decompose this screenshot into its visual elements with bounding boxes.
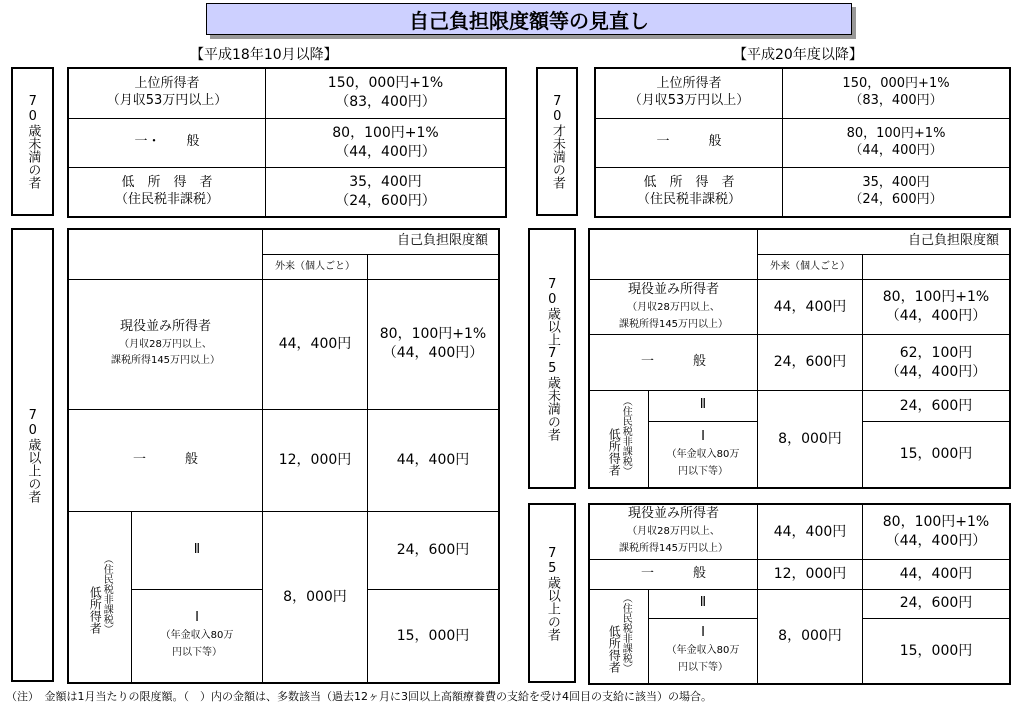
cell-high-value: 150，000円+1% （83，400円） xyxy=(266,68,507,118)
cell-low-income: 低 所 得 者 （住民税非課税） xyxy=(595,167,783,217)
cell-general: 一 般 xyxy=(595,118,783,167)
cell-low-1-limit: 15，000円 xyxy=(863,421,1011,488)
cell-general: 一 般 xyxy=(589,559,758,589)
cell-low-income: 低所得者（住民税非課税） xyxy=(589,589,649,684)
table-over75 xyxy=(588,503,1011,685)
cell-active-outpatient: 44，400円 xyxy=(758,504,863,559)
cell-general-value: 80，100円+1% （44，400円） xyxy=(783,118,1011,167)
cell-active-outpatient: 44，400円 xyxy=(758,279,863,334)
header-outpatient: 外来（個人ごと） xyxy=(263,254,368,279)
cell-general-limit: 44，400円 xyxy=(368,409,500,511)
cell-active-limit: 80，100円+1% （44，400円） xyxy=(368,279,500,409)
cell-low-2: Ⅱ xyxy=(649,589,758,618)
cell-general: 一・ 般 xyxy=(68,118,266,167)
header-blank xyxy=(68,229,263,279)
cell-active-limit: 80，100円+1% （44，400円） xyxy=(863,279,1011,334)
cell-active-income: 現役並み所得者 （月収28万円以上、 課税所得145万円以上） xyxy=(589,279,758,334)
header-outpatient: 外来（個人ごと） xyxy=(758,254,863,279)
cell-low-2: Ⅱ xyxy=(649,390,758,421)
cell-low-value: 35，400円 （24，600円） xyxy=(266,167,507,217)
cell-general-limit: 44，400円 xyxy=(863,559,1011,589)
header-limit: 自己負担限度額 xyxy=(263,229,500,254)
cell-low-income: 低所得者（住民税非課税） xyxy=(68,511,132,683)
age-label-70-75: 70歳以上75歳未満の者 xyxy=(528,228,576,489)
cell-low-value: 35，400円 （24，600円） xyxy=(783,167,1011,217)
cell-active-limit: 80，100円+1% （44，400円） xyxy=(863,504,1011,559)
cell-high-income: 上位所得者 （月収53万円以上） xyxy=(68,68,266,118)
cell-general-outpatient: 12，000円 xyxy=(758,559,863,589)
cell-active-outpatient: 44，400円 xyxy=(263,279,368,409)
cell-general-outpatient: 12，000円 xyxy=(263,409,368,511)
age-label-over75: 75歳以上の者 xyxy=(528,503,576,683)
cell-low-1: Ⅰ （年金収入80万 円以下等） xyxy=(649,421,758,488)
cell-low-1: Ⅰ （年金収入80万 円以下等） xyxy=(132,589,263,683)
cell-low-income: 低 所 得 者 （住民税非課税） xyxy=(68,167,266,217)
age-label-under70: 70歳未満の者 xyxy=(11,67,54,216)
cell-general: 一 般 xyxy=(589,335,758,390)
table-70-75 xyxy=(588,228,1011,489)
header-limit: 自己負担限度額 xyxy=(758,229,1011,254)
cell-general-limit: 62，100円 （44，400円） xyxy=(863,335,1011,390)
age-label-under70-right: 70才未満の者 xyxy=(536,67,578,216)
table-under70-right xyxy=(594,67,1011,218)
cell-low-2-limit: 24，600円 xyxy=(368,511,500,589)
cell-general: 一 般 xyxy=(68,409,263,511)
cell-low-1: Ⅰ （年金収入80万 円以下等） xyxy=(649,618,758,684)
period-right: 【平成20年度以降】 xyxy=(733,47,863,63)
age-label-over70: 70歳以上の者 xyxy=(11,228,54,682)
cell-high-value: 150，000円+1% （83，400円） xyxy=(783,68,1011,118)
table-under70-left xyxy=(67,67,507,218)
cell-low-1-limit: 15，000円 xyxy=(863,618,1011,684)
header-limit-blank xyxy=(368,254,500,279)
cell-low-2-limit: 24，600円 xyxy=(863,390,1011,421)
cell-low-outpatient: 8，000円 xyxy=(758,589,863,684)
period-left: 【平成18年10月以降】 xyxy=(190,47,338,63)
page-title: 自己負担限度額等の見直し xyxy=(206,3,852,35)
cell-low-1-limit: 15，000円 xyxy=(368,589,500,683)
cell-low-outpatient: 8，000円 xyxy=(758,390,863,488)
cell-active-income: 現役並み所得者 （月収28万円以上、 課税所得145万円以上） xyxy=(68,279,263,409)
cell-low-outpatient: 8，000円 xyxy=(263,511,368,683)
table-over70-left xyxy=(67,228,500,684)
cell-low-2: Ⅱ xyxy=(132,511,263,589)
cell-low-2-limit: 24，600円 xyxy=(863,589,1011,618)
header-blank xyxy=(589,229,758,279)
cell-active-income: 現役並み所得者 （月収28万円以上、 課税所得145万円以上） xyxy=(589,504,758,559)
cell-general-outpatient: 24，600円 xyxy=(758,335,863,390)
footnote: （注） 金額は1月当たりの限度額。（ ）内の金額は、多数該当（過去12ヶ月に3回以上高額療養費の支給を受け4回目の支給に該当）の場合。 xyxy=(6,690,712,703)
cell-high-income: 上位所得者 （月収53万円以上） xyxy=(595,68,783,118)
cell-general-value: 80，100円+1% （44，400円） xyxy=(266,118,507,167)
header-limit-blank xyxy=(863,254,1011,279)
cell-low-income: 低所得者（住民税非課税） xyxy=(589,390,649,488)
